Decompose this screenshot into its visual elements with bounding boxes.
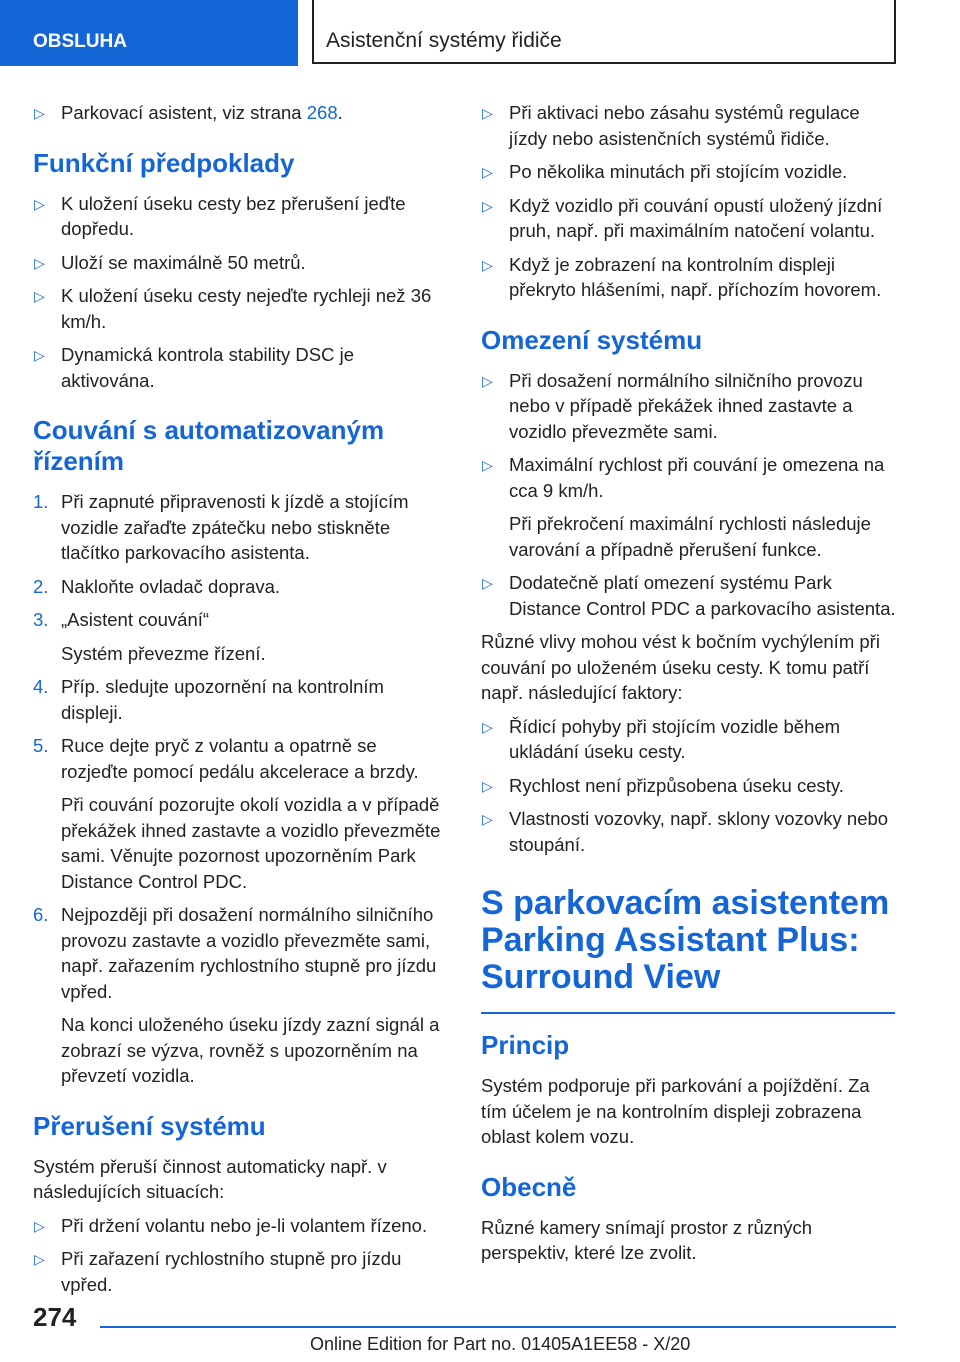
list-item: ▷ Maximální rychlost při couvání je omezena na cca 9 km/h. [482, 454, 885, 501]
list-item: ▷ K uložení úseku cesty bez přerušení jeďte dopředu. [34, 192, 406, 239]
list-item: ▷ Rychlost není přizpůsobena úseku cesty. [481, 773, 896, 799]
triangle-bullet-icon: ▷ [482, 164, 493, 180]
section-heading: Funkční předpoklady [33, 147, 295, 178]
triangle-bullet-icon: ▷ [482, 718, 493, 735]
list-item: ▷ Řídicí pohyby při stojícím vozidle během ukládání úseku cesty. [482, 715, 841, 762]
left-column [33, 100, 448, 1305]
list-item: ▷ Vlastnosti vozovky, např. sklony vozovky nebo stoupání. [482, 808, 889, 855]
section-heading: Přerušení systému [33, 1110, 266, 1141]
right-column [481, 100, 896, 1274]
list-item: ▷ Když vozidlo při couvání opustí uložený jízdní pruh, např. při maximálním natočení volantu. [482, 194, 883, 241]
triangle-bullet-icon: ▷ [482, 811, 493, 827]
footer-divider [100, 1326, 896, 1328]
heading-divider [481, 1012, 895, 1014]
item-note: Při překročení maximální rychlosti následuje varování a případně přerušení funkce. [509, 513, 871, 560]
step-note: Na konci uloženého úseku jízdy zazní signál a zobrazí se výzva, rovněž s upozorněním na převzetí vozidla. [61, 1014, 440, 1086]
triangle-bullet-icon: ▷ [482, 575, 493, 591]
triangle-bullet-icon: ▷ [482, 197, 493, 214]
triangle-bullet-icon: ▷ [34, 1251, 45, 1267]
section-tab: OBSLUHA [0, 0, 298, 66]
section-heading: Princip [481, 1030, 570, 1060]
list-item: ▷ Parkovací asistent, viz strana 268. [33, 100, 448, 126]
list-item: ▷ K uložení úseku cesty nejeďte rychleji než 36 km/h. [34, 285, 432, 332]
list-item: ▷ Dodatečně platí omezení systému Park Distance Control PDC a parkovacího asistenta. [482, 572, 896, 619]
chapter-title: Asistenční systémy řidiče [312, 0, 896, 64]
numbered-step: 6. Nejpozději při dosažení normálního silničního provozu zastavte a vozidlo převezměte sami, např. zařazením rychlostního stupně pro jízdu vpřed. [33, 904, 437, 1002]
triangle-bullet-icon: ▷ [482, 256, 493, 273]
page-number: 274 [33, 1302, 77, 1332]
list-item: ▷ Když je zobrazení na kontrolním displeji překryto hlášeními, např. příchozím hovorem. [482, 253, 882, 300]
numbered-step: 5. Ruce dejte pryč z volantu a opatrně se rozjeďte pomocí pedálu akcelerace a brzdy. [33, 735, 419, 782]
numbered-step: 4. Příp. sledujte upozornění na kontrolním displeji. [33, 676, 384, 723]
triangle-bullet-icon: ▷ [34, 195, 45, 212]
triangle-bullet-icon: ▷ [34, 1217, 45, 1234]
paragraph: Různé kamery snímají prostor z různých perspektiv, které lze zvolit. [481, 1216, 813, 1263]
paragraph: Systém podporuje při parkování a pojíždění. Za tím účelem je na kontrolním displeji zobrazena oblast kolem vozu. [481, 1075, 870, 1147]
triangle-bullet-icon: ▷ [34, 347, 45, 363]
chapter-heading: S parkovacím asistentem Parking Assistant Plus: Surround View [481, 884, 890, 996]
triangle-bullet-icon: ▷ [482, 105, 493, 121]
page-reference-link[interactable]: 268 [306, 102, 338, 123]
list-item: ▷ Při zařazení rychlostního stupně pro jízdu vpřed. [34, 1248, 402, 1295]
list-item: ▷ Uloží se maximálně 50 metrů. [33, 250, 448, 276]
section-heading: Obecně [481, 1171, 577, 1202]
numbered-step: 2. Nakloňte ovladač doprava. [33, 575, 281, 597]
list-item: ▷ Při držení volantu nebo je-li volantem řízeno. [33, 1213, 448, 1239]
numbered-step: 1. Při zapnuté připravenosti k jízdě a stojícím vozidle zařaďte zpátečku nebo stiskněte tlačítko parkovacího asistenta. [33, 491, 409, 563]
section-heading: Couvání s automatizovaným řízením [33, 415, 385, 476]
edition-note: Online Edition for Part no. 01405A1EE58 - X/20 [310, 1334, 691, 1354]
triangle-bullet-icon: ▷ [34, 254, 45, 271]
list-item: ▷ Po několika minutách při stojícím vozidle. [481, 159, 896, 185]
paragraph: Různé vlivy mohou vést k bočním vychýlením při couvání po uloženém úseku cesty. K tomu patří např. následující faktory: [481, 631, 880, 703]
section-heading: Omezení systému [481, 324, 703, 355]
triangle-bullet-icon: ▷ [34, 105, 45, 121]
triangle-bullet-icon: ▷ [482, 457, 493, 473]
list-item: ▷ Dynamická kontrola stability DSC je aktivována. [34, 344, 355, 391]
list-item: ▷ Při dosažení normálního silničního provozu nebo v případě překážek ihned zastavte a vozidlo převezměte sami. [482, 369, 863, 442]
triangle-bullet-icon: ▷ [482, 777, 493, 794]
page-header [0, 0, 960, 66]
numbered-step: 3. „Asistent couvání“ [33, 609, 210, 630]
list-item: ▷ Při aktivaci nebo zásahu systémů regulace jízdy nebo asistenčních systémů řidiče. [482, 102, 860, 149]
triangle-bullet-icon: ▷ [34, 288, 45, 304]
step-note: Systém převezme řízení. [61, 642, 266, 664]
step-note: Při couvání pozorujte okolí vozidla a v případě překážek ihned zastavte a vozidlo převezměte sami. Věnujte pozornost upozorněním Park Distance Control PDC. [61, 794, 441, 892]
paragraph: Systém přeruší činnost automaticky např. v následujících situacích: [33, 1155, 387, 1202]
triangle-bullet-icon: ▷ [482, 372, 493, 389]
